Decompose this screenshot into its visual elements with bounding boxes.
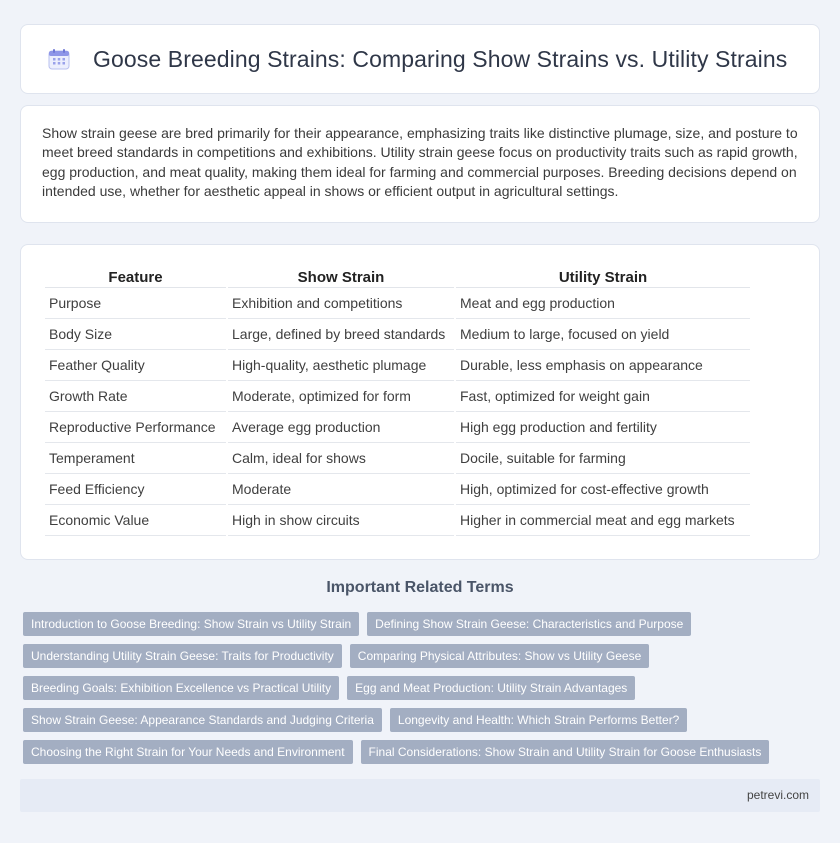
related-term-tag[interactable]: Final Considerations: Show Strain and Utility Strain for Goose Enthusiasts <box>361 740 770 764</box>
cell-show-strain: High in show circuits <box>228 505 454 536</box>
cell-show-strain: Moderate <box>228 474 454 505</box>
table-row <box>45 288 750 319</box>
cell-utility-strain: Docile, suitable for farming <box>456 443 750 474</box>
related-term-tag[interactable]: Show Strain Geese: Appearance Standards and Judging Criteria <box>23 708 382 732</box>
cell-feature: Temperament <box>45 443 226 474</box>
cell-utility-strain: High, optimized for cost-effective growth <box>456 474 750 505</box>
intro-paragraph: Show strain geese are bred primarily for their appearance, emphasizing traits like distinctive plumage, size, and posture to meet breed standards in competitions and exhibitions. Utility strain geese focus on productivity traits such as rapid growth, egg production, and meat quality, making them ideal for farming and commercial purposes. Breeding decisions depend on intended use, whether for aesthetic appeal in shows or efficient output in agricultural settings. <box>42 125 798 200</box>
table-row <box>45 412 750 443</box>
related-term-tag[interactable]: Defining Show Strain Geese: Characteristics and Purpose <box>367 612 691 636</box>
related-term-tag[interactable]: Breeding Goals: Exhibition Excellence vs Practical Utility <box>23 676 339 700</box>
cell-show-strain: Exhibition and competitions <box>228 288 454 319</box>
page-title: Goose Breeding Strains: Comparing Show Strains vs. Utility Strains <box>93 45 788 72</box>
intro-card <box>20 105 820 223</box>
cell-feature: Body Size <box>45 319 226 350</box>
cell-show-strain: Large, defined by breed standards <box>228 319 454 350</box>
column-header-utility-strain: Utility Strain <box>456 268 750 288</box>
table-row <box>45 474 750 505</box>
table-row <box>45 443 750 474</box>
related-terms-list <box>23 612 803 764</box>
related-terms-heading: Important Related Terms <box>326 579 514 596</box>
cell-utility-strain: Meat and egg production <box>456 288 750 319</box>
footer <box>20 779 820 812</box>
cell-feature: Economic Value <box>45 505 226 536</box>
header-card <box>20 24 820 94</box>
cell-show-strain: High-quality, aesthetic plumage <box>228 350 454 381</box>
related-term-tag[interactable]: Choosing the Right Strain for Your Needs and Environment <box>23 740 353 764</box>
related-term-tag[interactable]: Introduction to Goose Breeding: Show Strain vs Utility Strain <box>23 612 359 636</box>
cell-feature: Feather Quality <box>45 350 226 381</box>
cell-show-strain: Moderate, optimized for form <box>228 381 454 412</box>
related-term-tag[interactable]: Egg and Meat Production: Utility Strain Advantages <box>347 676 635 700</box>
related-term-tag[interactable]: Understanding Utility Strain Geese: Traits for Productivity <box>23 644 342 668</box>
footer-site-label: petrevi.com <box>746 788 809 802</box>
cell-utility-strain: Fast, optimized for weight gain <box>456 381 750 412</box>
cell-feature: Growth Rate <box>45 381 226 412</box>
cell-utility-strain: Durable, less emphasis on appearance <box>456 350 750 381</box>
cell-show-strain: Calm, ideal for shows <box>228 443 454 474</box>
cell-feature: Reproductive Performance <box>45 412 226 443</box>
comparison-table <box>43 268 752 536</box>
cell-utility-strain: High egg production and fertility <box>456 412 750 443</box>
table-row <box>45 505 750 536</box>
table-row <box>45 319 750 350</box>
table-row <box>45 350 750 381</box>
cell-feature: Feed Efficiency <box>45 474 226 505</box>
cell-utility-strain: Medium to large, focused on yield <box>456 319 750 350</box>
comparison-table-card <box>20 244 820 560</box>
related-term-tag[interactable]: Comparing Physical Attributes: Show vs Utility Geese <box>350 644 649 668</box>
related-term-tag[interactable]: Longevity and Health: Which Strain Performs Better? <box>390 708 687 732</box>
column-header-feature: Feature <box>45 268 226 288</box>
table-header-row <box>45 268 750 288</box>
cell-utility-strain: Higher in commercial meat and egg markets <box>456 505 750 536</box>
cell-show-strain: Average egg production <box>228 412 454 443</box>
column-header-show-strain: Show Strain <box>228 268 454 288</box>
cell-feature: Purpose <box>45 288 226 319</box>
table-row <box>45 381 750 412</box>
calendar-icon <box>47 47 71 71</box>
